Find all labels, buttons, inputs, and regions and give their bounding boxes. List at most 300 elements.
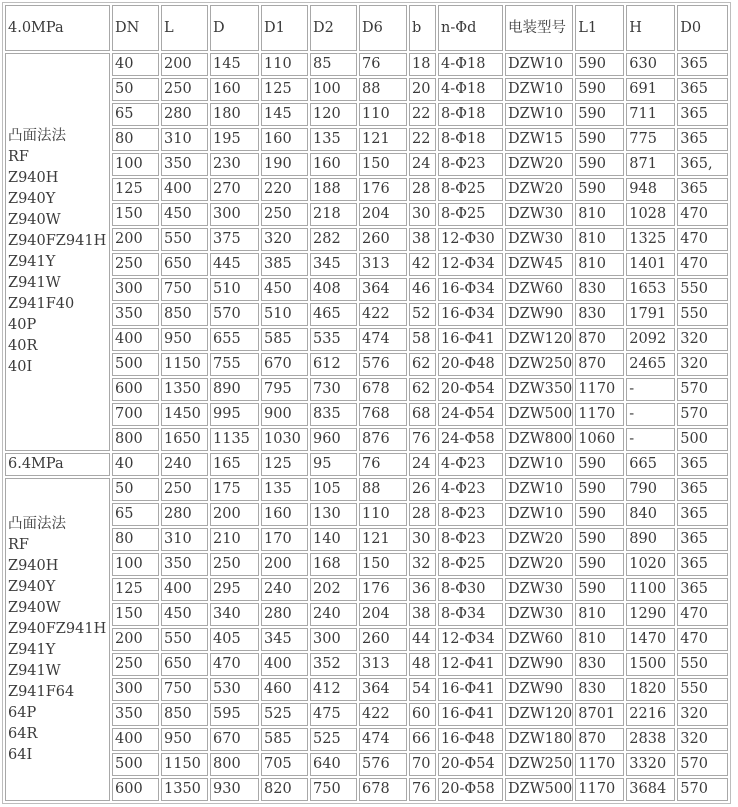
header-d1: D1	[261, 5, 308, 51]
cell-h: 1020	[626, 553, 675, 576]
cell-l: 310	[161, 528, 208, 551]
cell-d: 230	[210, 153, 259, 176]
cell-d0: 570	[677, 753, 728, 776]
cell-dn: 500	[112, 353, 159, 376]
cell-d6: 474	[359, 328, 407, 351]
cell-d: 755	[210, 353, 259, 376]
cell-actuator-model: DZW60	[505, 628, 573, 651]
cell-l: 310	[161, 128, 208, 151]
cell-d6: 364	[359, 278, 407, 301]
header-d6: D6	[359, 5, 407, 51]
header-h: H	[626, 5, 675, 51]
table-row	[5, 428, 728, 451]
cell-d2: 730	[310, 378, 357, 401]
cell-h: 890	[626, 528, 675, 551]
cell-d6: 121	[359, 528, 407, 551]
cell-d0: 365	[677, 103, 728, 126]
cell-l1: 1170	[575, 753, 624, 776]
header-pressure: 4.0MPa	[5, 5, 110, 51]
table-row	[5, 303, 728, 326]
cell-d: 655	[210, 328, 259, 351]
table-row	[5, 478, 728, 501]
cell-d6: 204	[359, 603, 407, 626]
cell-d2: 95	[310, 453, 357, 476]
table-row	[5, 128, 728, 151]
cell-d1: 220	[261, 178, 308, 201]
cell-d1: 125	[261, 453, 308, 476]
table-row	[5, 528, 728, 551]
cell-d6: 88	[359, 478, 407, 501]
cell-dn: 200	[112, 228, 159, 251]
cell-l: 400	[161, 578, 208, 601]
cell-actuator-model: DZW90	[505, 653, 573, 676]
header-d: D	[210, 5, 259, 51]
cell-l1: 590	[575, 453, 624, 476]
cell-d6: 876	[359, 428, 407, 451]
header-d0: D0	[677, 5, 728, 51]
cell-d1: 795	[261, 378, 308, 401]
cell-bolt-holes: 8-Φ30	[438, 578, 503, 601]
cell-actuator-model: DZW30	[505, 578, 573, 601]
cell-d: 670	[210, 728, 259, 751]
cell-dn: 150	[112, 203, 159, 226]
cell-h: 840	[626, 503, 675, 526]
cell-b: 20	[409, 78, 436, 101]
cell-dn: 50	[112, 78, 159, 101]
cell-d6: 260	[359, 628, 407, 651]
cell-d6: 110	[359, 503, 407, 526]
cell-bolt-holes: 8-Φ25	[438, 553, 503, 576]
cell-b: 38	[409, 603, 436, 626]
cell-l1: 830	[575, 678, 624, 701]
cell-d1: 510	[261, 303, 308, 326]
cell-dn: 125	[112, 578, 159, 601]
cell-bolt-holes: 4-Φ23	[438, 478, 503, 501]
cell-d2: 612	[310, 353, 357, 376]
table-row	[5, 53, 728, 76]
cell-d6: 576	[359, 353, 407, 376]
table-row	[5, 403, 728, 426]
cell-d: 340	[210, 603, 259, 626]
cell-dn: 700	[112, 403, 159, 426]
cell-h: 711	[626, 103, 675, 126]
cell-d2: 465	[310, 303, 357, 326]
cell-d: 530	[210, 678, 259, 701]
cell-d1: 385	[261, 253, 308, 276]
cell-bolt-holes: 8-Φ18	[438, 128, 503, 151]
cell-d1: 145	[261, 103, 308, 126]
cell-bolt-holes: 12-Φ41	[438, 653, 503, 676]
cell-b: 18	[409, 53, 436, 76]
cell-d: 930	[210, 778, 259, 801]
cell-d1: 705	[261, 753, 308, 776]
cell-d: 295	[210, 578, 259, 601]
cell-d1: 125	[261, 78, 308, 101]
cell-d2: 160	[310, 153, 357, 176]
cell-bolt-holes: 4-Φ23	[438, 453, 503, 476]
cell-d1: 160	[261, 128, 308, 151]
cell-l: 400	[161, 178, 208, 201]
cell-actuator-model: DZW20	[505, 153, 573, 176]
cell-actuator-model: DZW800	[505, 428, 573, 451]
cell-h: 1820	[626, 678, 675, 701]
cell-h: 2216	[626, 703, 675, 726]
cell-d2: 282	[310, 228, 357, 251]
cell-b: 22	[409, 103, 436, 126]
cell-d: 510	[210, 278, 259, 301]
cell-l: 1150	[161, 353, 208, 376]
cell-d0: 320	[677, 353, 728, 376]
valve-spec-table	[2, 2, 731, 804]
cell-b: 26	[409, 478, 436, 501]
cell-d6: 422	[359, 703, 407, 726]
cell-d1: 200	[261, 553, 308, 576]
cell-b: 58	[409, 328, 436, 351]
cell-l1: 8701	[575, 703, 624, 726]
cell-d2: 750	[310, 778, 357, 801]
cell-d: 800	[210, 753, 259, 776]
cell-d6: 313	[359, 253, 407, 276]
cell-l1: 590	[575, 578, 624, 601]
cell-l: 1350	[161, 378, 208, 401]
cell-d2: 640	[310, 753, 357, 776]
cell-d1: 250	[261, 203, 308, 226]
cell-d0: 470	[677, 603, 728, 626]
cell-d: 200	[210, 503, 259, 526]
cell-d: 1135	[210, 428, 259, 451]
cell-d1: 160	[261, 503, 308, 526]
cell-d: 165	[210, 453, 259, 476]
cell-bolt-holes: 20-Φ48	[438, 353, 503, 376]
cell-dn: 65	[112, 103, 159, 126]
cell-h: 3320	[626, 753, 675, 776]
cell-d0: 550	[677, 303, 728, 326]
cell-bolt-holes: 24-Φ58	[438, 428, 503, 451]
cell-bolt-holes: 12-Φ34	[438, 253, 503, 276]
cell-dn: 300	[112, 678, 159, 701]
cell-l1: 810	[575, 228, 624, 251]
cell-b: 42	[409, 253, 436, 276]
cell-dn: 600	[112, 778, 159, 801]
cell-d6: 474	[359, 728, 407, 751]
cell-l: 350	[161, 153, 208, 176]
cell-h: 1401	[626, 253, 675, 276]
cell-b: 30	[409, 528, 436, 551]
table-row	[5, 178, 728, 201]
cell-h: -	[626, 428, 675, 451]
cell-l1: 590	[575, 178, 624, 201]
cell-l1: 810	[575, 603, 624, 626]
cell-d0: 365	[677, 178, 728, 201]
cell-bolt-holes: 8-Φ23	[438, 153, 503, 176]
cell-b: 48	[409, 653, 436, 676]
cell-l1: 590	[575, 128, 624, 151]
cell-actuator-model: DZW90	[505, 678, 573, 701]
cell-h: -	[626, 378, 675, 401]
cell-b: 60	[409, 703, 436, 726]
cell-bolt-holes: 16-Φ41	[438, 703, 503, 726]
cell-d: 270	[210, 178, 259, 201]
cell-d: 300	[210, 203, 259, 226]
table-row	[5, 153, 728, 176]
cell-l: 350	[161, 553, 208, 576]
cell-d2: 120	[310, 103, 357, 126]
cell-d6: 204	[359, 203, 407, 226]
cell-d0: 550	[677, 278, 728, 301]
header-l: L	[161, 5, 208, 51]
cell-bolt-holes: 20-Φ54	[438, 378, 503, 401]
cell-dn: 800	[112, 428, 159, 451]
cell-b: 54	[409, 678, 436, 701]
cell-d0: 320	[677, 728, 728, 751]
cell-l: 200	[161, 53, 208, 76]
cell-d: 405	[210, 628, 259, 651]
cell-d2: 135	[310, 128, 357, 151]
header-b: b	[409, 5, 436, 51]
cell-l1: 590	[575, 553, 624, 576]
cell-d0: 365	[677, 128, 728, 151]
table-row	[5, 503, 728, 526]
cell-dn: 400	[112, 328, 159, 351]
cell-d0: 365	[677, 453, 728, 476]
cell-d0: 550	[677, 653, 728, 676]
cell-d2: 140	[310, 528, 357, 551]
cell-actuator-model: DZW250	[505, 753, 573, 776]
cell-bolt-holes: 24-Φ54	[438, 403, 503, 426]
cell-bolt-holes: 12-Φ30	[438, 228, 503, 251]
cell-h: 775	[626, 128, 675, 151]
cell-h: 630	[626, 53, 675, 76]
cell-h: 871	[626, 153, 675, 176]
cell-d6: 364	[359, 678, 407, 701]
cell-dn: 40	[112, 53, 159, 76]
cell-d1: 900	[261, 403, 308, 426]
table-row	[5, 328, 728, 351]
cell-l1: 1170	[575, 378, 624, 401]
cell-h: 2092	[626, 328, 675, 351]
model-group-label-6-4mpa: 凸面法法 RF Z940H Z940Y Z940W Z940FZ941H Z941Y Z941W Z941F64 64P 64R 64I	[5, 478, 110, 801]
cell-d1: 1030	[261, 428, 308, 451]
cell-actuator-model: DZW30	[505, 228, 573, 251]
cell-bolt-holes: 20-Φ54	[438, 753, 503, 776]
cell-dn: 125	[112, 178, 159, 201]
cell-dn: 500	[112, 753, 159, 776]
cell-d6: 176	[359, 578, 407, 601]
cell-d0: 470	[677, 203, 728, 226]
cell-actuator-model: DZW20	[505, 178, 573, 201]
cell-dn: 50	[112, 478, 159, 501]
cell-actuator-model: DZW20	[505, 553, 573, 576]
cell-d1: 240	[261, 578, 308, 601]
cell-d1: 135	[261, 478, 308, 501]
cell-d0: 570	[677, 378, 728, 401]
cell-actuator-model: DZW500	[505, 778, 573, 801]
cell-d0: 365	[677, 78, 728, 101]
cell-l1: 810	[575, 203, 624, 226]
cell-l1: 1060	[575, 428, 624, 451]
cell-actuator-model: DZW20	[505, 528, 573, 551]
cell-b: 28	[409, 178, 436, 201]
cell-l: 450	[161, 603, 208, 626]
cell-d2: 525	[310, 728, 357, 751]
cell-d1: 400	[261, 653, 308, 676]
cell-d2: 218	[310, 203, 357, 226]
cell-actuator-model: DZW10	[505, 53, 573, 76]
cell-h: 1028	[626, 203, 675, 226]
cell-actuator-model: DZW60	[505, 278, 573, 301]
table-row	[5, 553, 728, 576]
cell-l1: 870	[575, 328, 624, 351]
cell-d6: 150	[359, 153, 407, 176]
cell-d2: 960	[310, 428, 357, 451]
cell-d6: 76	[359, 53, 407, 76]
cell-d1: 450	[261, 278, 308, 301]
cell-bolt-holes: 16-Φ41	[438, 328, 503, 351]
cell-actuator-model: DZW45	[505, 253, 573, 276]
cell-d2: 168	[310, 553, 357, 576]
cell-d: 375	[210, 228, 259, 251]
cell-d6: 121	[359, 128, 407, 151]
cell-l1: 830	[575, 303, 624, 326]
table-row	[5, 678, 728, 701]
cell-d0: 365	[677, 578, 728, 601]
cell-bolt-holes: 8-Φ23	[438, 528, 503, 551]
cell-actuator-model: DZW350	[505, 378, 573, 401]
cell-h: -	[626, 403, 675, 426]
cell-d2: 85	[310, 53, 357, 76]
table-row	[5, 228, 728, 251]
cell-d: 210	[210, 528, 259, 551]
cell-d0: 365	[677, 553, 728, 576]
cell-l1: 590	[575, 78, 624, 101]
cell-l: 750	[161, 678, 208, 701]
cell-d0: 365	[677, 53, 728, 76]
cell-l: 280	[161, 503, 208, 526]
cell-d: 180	[210, 103, 259, 126]
cell-bolt-holes: 12-Φ34	[438, 628, 503, 651]
cell-h: 948	[626, 178, 675, 201]
cell-bolt-holes: 8-Φ23	[438, 503, 503, 526]
cell-d0: 365	[677, 478, 728, 501]
cell-d2: 412	[310, 678, 357, 701]
cell-l: 950	[161, 328, 208, 351]
cell-l1: 810	[575, 628, 624, 651]
pressure-label-6-4mpa: 6.4MPa	[5, 453, 110, 476]
cell-actuator-model: DZW250	[505, 353, 573, 376]
cell-l: 280	[161, 103, 208, 126]
cell-dn: 65	[112, 503, 159, 526]
cell-dn: 350	[112, 703, 159, 726]
cell-l1: 590	[575, 103, 624, 126]
cell-d6: 88	[359, 78, 407, 101]
header-l1: L1	[575, 5, 624, 51]
cell-d6: 260	[359, 228, 407, 251]
cell-d0: 365	[677, 503, 728, 526]
cell-l1: 590	[575, 478, 624, 501]
cell-l: 850	[161, 703, 208, 726]
cell-actuator-model: DZW180	[505, 728, 573, 751]
cell-l: 650	[161, 653, 208, 676]
cell-bolt-holes: 16-Φ34	[438, 303, 503, 326]
cell-b: 44	[409, 628, 436, 651]
header-actuator-model: 电装型号	[505, 5, 573, 51]
cell-d2: 835	[310, 403, 357, 426]
cell-l1: 830	[575, 653, 624, 676]
cell-dn: 200	[112, 628, 159, 651]
cell-l1: 870	[575, 353, 624, 376]
cell-h: 2838	[626, 728, 675, 751]
cell-d: 250	[210, 553, 259, 576]
cell-d: 470	[210, 653, 259, 676]
cell-b: 24	[409, 453, 436, 476]
cell-d6: 678	[359, 378, 407, 401]
cell-d1: 460	[261, 678, 308, 701]
cell-actuator-model: DZW500	[505, 403, 573, 426]
table-row	[5, 628, 728, 651]
cell-d: 145	[210, 53, 259, 76]
cell-l1: 590	[575, 528, 624, 551]
cell-dn: 250	[112, 653, 159, 676]
cell-d1: 345	[261, 628, 308, 651]
cell-d: 595	[210, 703, 259, 726]
cell-b: 38	[409, 228, 436, 251]
cell-h: 1653	[626, 278, 675, 301]
cell-d0: 470	[677, 628, 728, 651]
cell-bolt-holes: 4-Φ18	[438, 53, 503, 76]
cell-d: 175	[210, 478, 259, 501]
cell-actuator-model: DZW10	[505, 503, 573, 526]
cell-bolt-holes: 16-Φ41	[438, 678, 503, 701]
cell-dn: 250	[112, 253, 159, 276]
cell-d0: 365	[677, 528, 728, 551]
cell-dn: 40	[112, 453, 159, 476]
cell-l1: 1170	[575, 778, 624, 801]
cell-actuator-model: DZW90	[505, 303, 573, 326]
cell-b: 28	[409, 503, 436, 526]
cell-d1: 525	[261, 703, 308, 726]
cell-d6: 150	[359, 553, 407, 576]
cell-d6: 768	[359, 403, 407, 426]
cell-l1: 1170	[575, 403, 624, 426]
cell-l1: 870	[575, 728, 624, 751]
header-d2: D2	[310, 5, 357, 51]
cell-b: 30	[409, 203, 436, 226]
header-row	[5, 5, 728, 51]
cell-d2: 188	[310, 178, 357, 201]
cell-l: 650	[161, 253, 208, 276]
cell-h: 1100	[626, 578, 675, 601]
cell-h: 691	[626, 78, 675, 101]
cell-l1: 830	[575, 278, 624, 301]
cell-b: 24	[409, 153, 436, 176]
cell-actuator-model: DZW15	[505, 128, 573, 151]
cell-d6: 422	[359, 303, 407, 326]
cell-l: 1350	[161, 778, 208, 801]
table-row	[5, 103, 728, 126]
cell-h: 1325	[626, 228, 675, 251]
cell-dn: 80	[112, 128, 159, 151]
cell-d: 570	[210, 303, 259, 326]
cell-bolt-holes: 8-Φ25	[438, 203, 503, 226]
table-row	[5, 253, 728, 276]
cell-d6: 678	[359, 778, 407, 801]
cell-dn: 400	[112, 728, 159, 751]
cell-d2: 345	[310, 253, 357, 276]
table-row	[5, 378, 728, 401]
cell-actuator-model: DZW120	[505, 328, 573, 351]
cell-d2: 475	[310, 703, 357, 726]
cell-d2: 352	[310, 653, 357, 676]
